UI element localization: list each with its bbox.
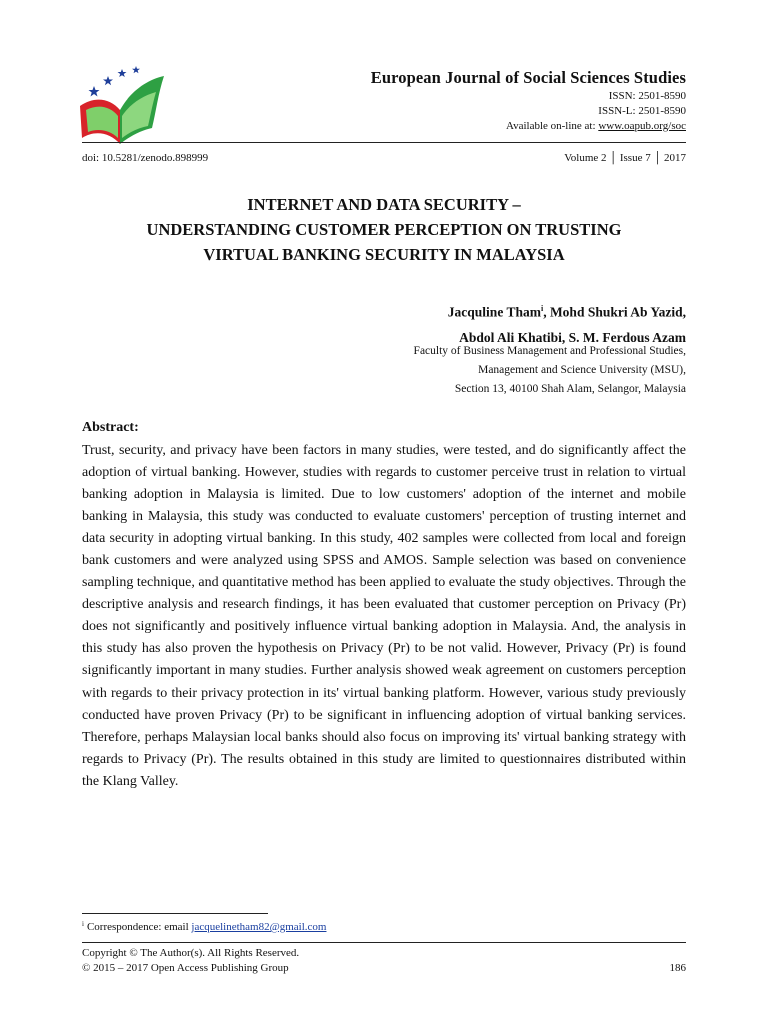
abstract-text: Trust, security, and privacy have been factors in many studies, were tested, and do significantly affect the adoption of virtual banking. However, studies with regards to customer perceive trust in relation to virtual banking adoption in Malaysia is limited. Due to low customers' adoption of the internet and mobile banking in Malaysia, this study was conducted to evaluate customers' perception of trusting internet and data security in adopting virtual banking. In this study, 402 samples were collected from local and foreign bank customers and were analyzed using SPSS and AMOS. Sample selection was based on convenience sampling technique, and quantitative method has been applied to evaluate the study objectives. Through the descriptive analysis and research findings, it has been evaluated that customer perception on Privacy (Pr) does not significantly and positively influence virtual banking adoption in Malaysia. And, the analysis in this study has also proven the hypothesis on Privacy (Pr) to be not valid. However, Privacy (Pr) is found significantly important in many studies. Further analysis showed weak agreement on customers perception with regards to their privacy protection in its' virtual banking platform. However, various study previously conducted have proven Privacy (Pr) to be significant in influencing adoption of virtual banking services. Therefore, perhaps Malaysian local banks should also focus on improving its' virtual banking strategy with regards to Privacy (Pr). The results obtained in this study are limited to questionnaires distributed within the Klang Valley. xyxy=(82,443,686,789)
available-online-label: Available on-line at: xyxy=(505,120,599,132)
affiliation-line: Faculty of Business Management and Professional Studies, xyxy=(413,345,686,357)
footnote-divider xyxy=(82,913,268,914)
doi: doi: 10.5281/zenodo.898999 xyxy=(82,152,209,164)
affiliation-line: Management and Science University (MSU), xyxy=(478,364,686,376)
co-authors: , Mohd Shukri Ab Yazid, xyxy=(543,304,686,320)
affiliation xyxy=(414,342,686,399)
journal-logo-icon xyxy=(72,58,168,148)
issn: ISSN: 2501-8590 xyxy=(608,90,686,102)
authors-line xyxy=(448,296,686,325)
publisher-line: © 2015 – 2017 Open Access Publishing Group xyxy=(82,962,289,974)
correspondence-email-link[interactable]: jacquelinetham82@gmail.com xyxy=(191,921,327,933)
footnote-label: Correspondence: email xyxy=(86,921,192,933)
journal-website-link[interactable]: www.oapub.org/soc xyxy=(598,120,686,132)
authors-line: Abdol Ali Khatibi, S. M. Ferdous Azam xyxy=(459,329,686,345)
article-title xyxy=(82,192,686,267)
author-footnote-marker: i xyxy=(540,304,544,313)
volume-issue: Volume 2 │ Issue 7 │ 2017 xyxy=(564,152,686,164)
first-author: Jacquline Tham xyxy=(447,304,541,320)
footnote-marker: i xyxy=(82,920,84,928)
correspondence-footnote xyxy=(82,920,326,933)
copyright-line: Copyright © The Author(s). All Rights Reserved. xyxy=(82,947,300,959)
page-number: 186 xyxy=(669,962,686,974)
issn-l: ISSN-L: 2501-8590 xyxy=(598,105,686,117)
journal-title: European Journal of Social Sciences Studies xyxy=(370,68,686,87)
title-line: VIRTUAL BANKING SECURITY IN MALAYSIA xyxy=(203,245,565,264)
abstract-heading: Abstract: xyxy=(82,420,139,435)
available-online xyxy=(506,120,686,132)
title-line: UNDERSTANDING CUSTOMER PERCEPTION ON TRUSTING xyxy=(146,220,622,239)
affiliation-line: Section 13, 40100 Shah Alam, Selangor, Malaysia xyxy=(454,383,686,395)
title-line: INTERNET AND DATA SECURITY – xyxy=(247,195,521,214)
header-divider xyxy=(82,142,686,143)
footer-divider xyxy=(82,942,686,943)
